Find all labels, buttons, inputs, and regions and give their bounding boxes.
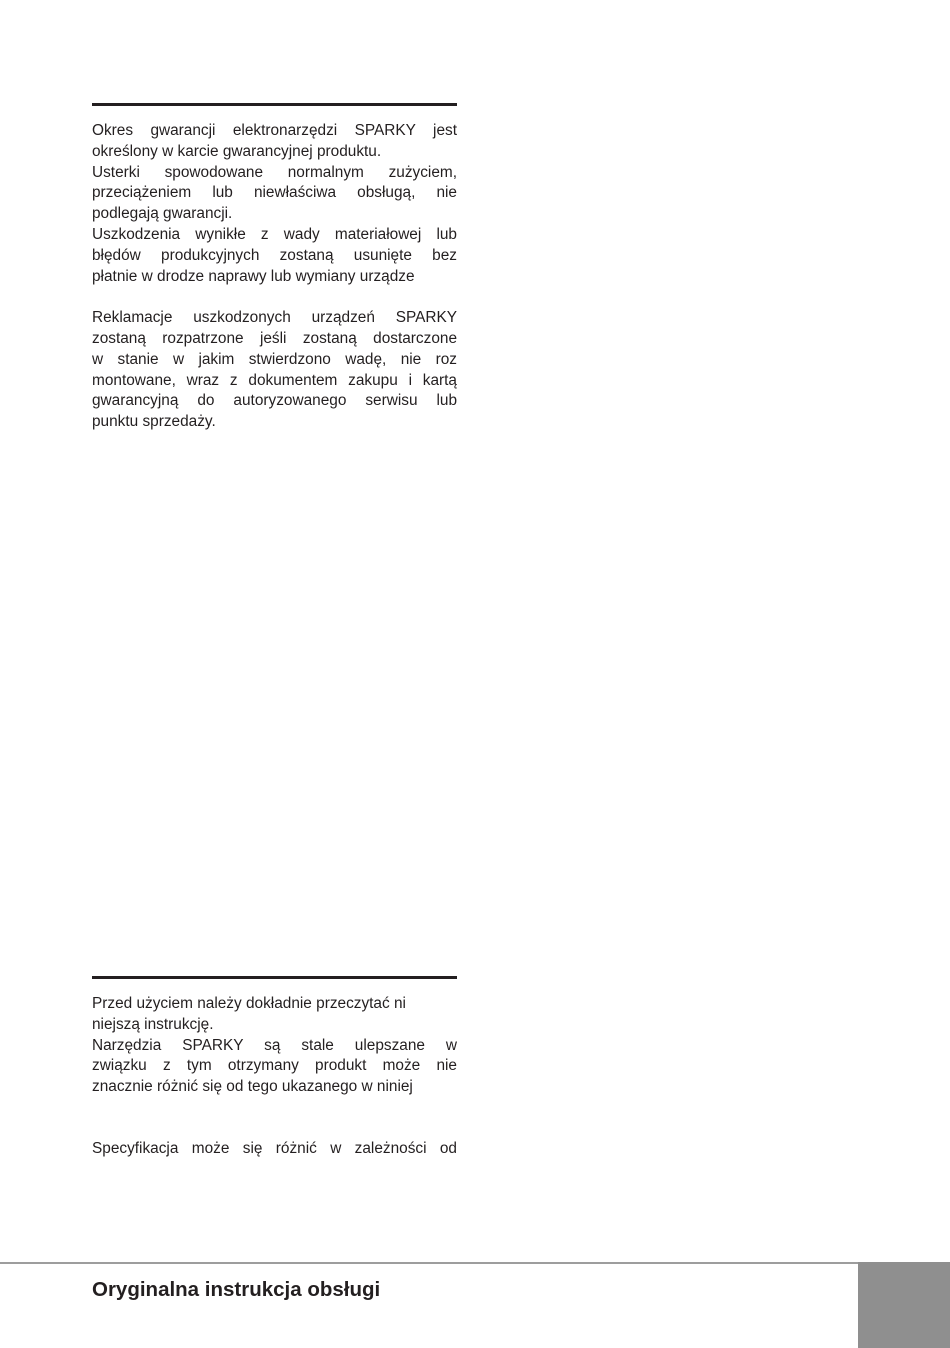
notes-line: znacznie różnić się od tego ukazanego w niniej: [92, 1078, 413, 1096]
notes-text: [92, 994, 457, 1098]
warranty-line: gwarancyjną do autoryzowanego serwisu lub: [92, 392, 457, 410]
warranty-line: Uszkodzenia wynikłe z wady materiałowej lub: [92, 225, 457, 243]
warranty-line: błędów produkcyjnych zostaną usunięte bez: [92, 246, 457, 264]
specification-text: [92, 1139, 457, 1160]
warranty-line: Reklamacje uszkodzonych urządzeń SPARKY: [92, 309, 457, 327]
warranty-text: [92, 121, 457, 433]
warranty-line: w stanie w jakim stwierdzono wadę, nie roz: [92, 350, 457, 368]
notes-line: Specyfikacja może się różnić w zależności od: [92, 1140, 457, 1157]
warranty-line: Usterki spowodowane normalnym zużyciem,: [92, 163, 457, 181]
notes-line: Narzędzia SPARKY są stale ulepszane w: [92, 1036, 457, 1054]
warranty-line: określony w karcie gwarancyjnej produktu.: [92, 142, 382, 160]
warranty-line: podlegają gwarancji.: [92, 205, 233, 223]
paragraph-gap: [92, 287, 457, 308]
footer-title: Oryginalna instrukcja obsługi: [92, 1278, 381, 1301]
footer-rule: [0, 1262, 858, 1264]
notes-section-rule: [92, 976, 457, 979]
notes-line: niejszą instrukcję.: [92, 1015, 214, 1033]
warranty-line: punktu sprzedaży.: [92, 413, 216, 431]
warranty-line: Okres gwarancji elektronarzędzi SPARKY jest: [92, 122, 457, 139]
warranty-line: montowane, wraz z dokumentem zakupu i kartą: [92, 371, 457, 389]
notes-line: związku z tym otrzymany produkt może nie: [92, 1057, 457, 1075]
warranty-line: płatnie w drodze naprawy lub wymiany urządze: [92, 267, 415, 285]
notes-line: Przed użyciem należy dokładnie przeczytać ni: [92, 995, 406, 1012]
warranty-line: przeciążeniem lub niewłaściwa obsługą, nie: [92, 184, 457, 202]
warranty-section-rule: [92, 103, 457, 106]
warranty-line: zostaną rozpatrzone jeśli zostaną dostarczone: [92, 329, 457, 347]
page-tab: [858, 1262, 950, 1348]
